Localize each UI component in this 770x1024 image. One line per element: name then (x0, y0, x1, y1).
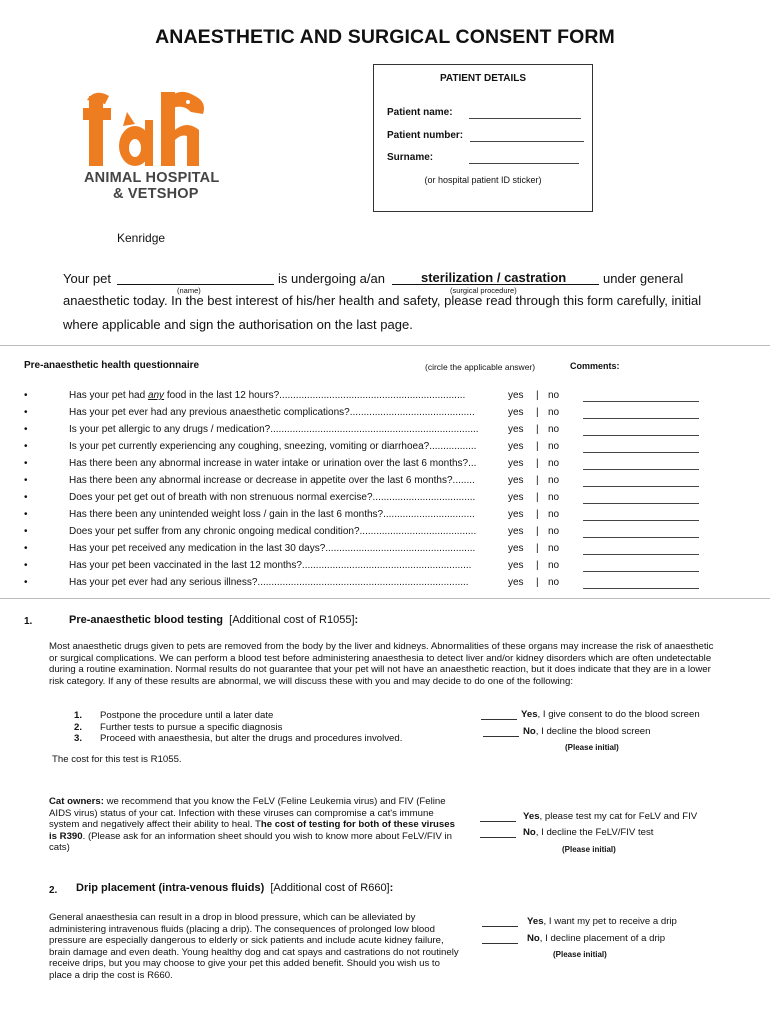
patient-number-field[interactable] (470, 141, 584, 142)
answer-separator: | (536, 441, 539, 452)
comment-field[interactable] (583, 435, 699, 436)
answer-no[interactable]: no (548, 560, 560, 571)
cat-owners-paragraph: Cat owners: we recommend that you know the FeLV (Feline Leukemia virus) and FIV (Feline AIDS virus) status of your cat. Infection with these viruses can compromise a cat's immune system and negatively affect their ability to heal. The cost of testing for both of these viruses is R390. (Please ask for an information sheet should you wish to know more about FeLV/FIV in cats) (49, 796, 455, 854)
answer-yes[interactable]: yes (508, 407, 524, 418)
question-row (0, 475, 770, 491)
answer-separator: | (536, 577, 539, 588)
question-row (0, 390, 770, 406)
intro-under-general: under general (603, 271, 684, 286)
answer-yes[interactable]: yes (508, 577, 524, 588)
bullet: • (24, 390, 28, 401)
answer-no[interactable]: no (548, 526, 560, 537)
patient-details-box (373, 64, 593, 212)
patient-number-label: Patient number: (387, 130, 464, 141)
answer-yes[interactable]: yes (508, 475, 524, 486)
list-item: 1. Postpone the procedure until a later date (74, 710, 274, 721)
question-row (0, 543, 770, 559)
patient-id-note: (or hospital patient ID sticker) (424, 175, 542, 185)
question-text: Has your pet had any food in the last 12 hours?................................................................... (69, 390, 466, 401)
drip-yes-initial[interactable] (482, 926, 518, 927)
bullet: • (24, 526, 28, 537)
answer-yes[interactable]: yes (508, 509, 524, 520)
blood-screen-yes-initial[interactable] (481, 719, 517, 720)
question-text: Is your pet currently experiencing any coughing, sneezing, vomiting or diarrhoea?................. (69, 441, 477, 452)
answer-yes[interactable]: yes (508, 560, 524, 571)
answer-yes[interactable]: yes (508, 526, 524, 537)
bullet: • (24, 509, 28, 520)
answer-no[interactable]: no (548, 407, 560, 418)
answer-separator: | (536, 407, 539, 418)
form-title: ANAESTHETIC AND SURGICAL CONSENT FORM (155, 26, 615, 48)
logo (83, 90, 233, 200)
drip-yes-option: Yes, I want my pet to receive a drip (527, 916, 677, 927)
comment-field[interactable] (583, 486, 699, 487)
answer-yes[interactable]: yes (508, 543, 524, 554)
list-item: 3. Proceed with anaesthesia, but alter the drugs and procedures involved. (74, 733, 403, 744)
question-row (0, 492, 770, 508)
answer-no[interactable]: no (548, 509, 560, 520)
comments-label: Comments: (570, 361, 620, 371)
section2-heading: Drip placement (intra-venous fluids) (76, 882, 265, 894)
bullet: • (24, 458, 28, 469)
question-row (0, 509, 770, 525)
drip-no-option: No, I decline placement of a drip (527, 933, 666, 944)
section1-number: 1. (24, 616, 33, 627)
answer-no[interactable]: no (548, 577, 560, 588)
blood-screen-yes-option: Yes, I give consent to do the blood screen (521, 709, 700, 720)
bullet: • (24, 577, 28, 588)
bullet: • (24, 407, 28, 418)
patient-name-field[interactable] (469, 118, 581, 119)
question-row (0, 560, 770, 576)
procedure-caption: (surgical procedure) (450, 286, 517, 295)
bullet: • (24, 475, 28, 486)
section1-cost-note: The cost for this test is R1055. (52, 754, 182, 765)
section1-heading-line (69, 614, 358, 626)
question-row (0, 441, 770, 457)
section2-cost: [Additional cost of R660] (270, 882, 390, 894)
comment-field[interactable] (583, 401, 699, 402)
answer-yes[interactable]: yes (508, 441, 524, 452)
surname-label: Surname: (387, 152, 434, 163)
question-text: Has there been any unintended weight loss / gain in the last 6 months?................................. (69, 509, 475, 520)
section1-cost: [Additional cost of R1055] (229, 614, 355, 626)
questionnaire-heading: Pre-anaesthetic health questionnaire (24, 360, 200, 371)
patient-name-label: Patient name: (387, 107, 453, 118)
question-text: Has your pet been vaccinated in the last 12 months?............................................................. (69, 560, 472, 571)
question-row (0, 424, 770, 440)
blood-screen-no-option: No, I decline the blood screen (523, 726, 651, 737)
comment-field[interactable] (583, 571, 699, 572)
felv-yes-option: Yes, please test my cat for FeLV and FIV (523, 811, 698, 822)
procedure-value: sterilization / castration (421, 270, 567, 285)
answer-separator: | (536, 492, 539, 503)
question-text: Is your pet allergic to any drugs / medication?........................................................................... (69, 424, 479, 435)
question-row (0, 577, 770, 593)
blood-screen-no-initial[interactable] (483, 736, 519, 737)
questionnaire-section (0, 345, 770, 599)
logo-text-line1: ANIMAL HOSPITAL (84, 170, 220, 186)
answer-yes[interactable]: yes (508, 390, 524, 401)
bullet: • (24, 492, 28, 503)
comment-field[interactable] (583, 503, 699, 504)
comment-field[interactable] (583, 520, 699, 521)
drip-initial-note: (Please initial) (553, 950, 607, 959)
answer-separator: | (536, 475, 539, 486)
bullet: • (24, 560, 28, 571)
answer-no[interactable]: no (548, 458, 560, 469)
intro-line2: anaesthetic today. In the best interest of his/her health and safety, please read through this form carefully, initial (63, 293, 702, 308)
answer-no[interactable]: no (548, 492, 560, 503)
section2-colon: : (389, 882, 394, 894)
answer-no[interactable]: no (548, 543, 560, 554)
answer-no[interactable]: no (548, 390, 560, 401)
felv-no-option: No, I decline the FeLV/FIV test (523, 827, 654, 838)
question-row (0, 526, 770, 542)
section2-number: 2. (49, 885, 58, 896)
patient-details-heading: PATIENT DETAILS (439, 73, 527, 84)
questionnaire-instruction: (circle the applicable answer) (425, 362, 536, 372)
bullet: • (24, 424, 28, 435)
answer-no[interactable]: no (548, 475, 560, 486)
question-row (0, 458, 770, 474)
section1-heading: Pre-anaesthetic blood testing (69, 614, 224, 626)
bullet: • (24, 441, 28, 452)
drip-no-initial[interactable] (482, 943, 518, 944)
question-text: Has your pet ever had any serious illness?............................................................................ (69, 577, 469, 588)
section1-colon: : (354, 614, 359, 626)
felv-initial-note: (Please initial) (562, 845, 616, 854)
intro-your-pet: Your pet (63, 271, 111, 286)
answer-separator: | (536, 560, 539, 571)
answer-yes[interactable]: yes (508, 424, 524, 435)
list-item: 2. Further tests to pursue a specific diagnosis (74, 721, 283, 733)
answer-separator: | (536, 543, 539, 554)
answer-yes[interactable]: yes (508, 458, 524, 469)
comment-field[interactable] (583, 418, 699, 419)
answer-separator: | (536, 509, 539, 520)
comment-field[interactable] (583, 469, 699, 470)
pet-name-field[interactable] (117, 284, 274, 285)
question-text: Has your pet received any medication in the last 30 days?...................................................... (69, 543, 476, 554)
answer-no[interactable]: no (548, 441, 560, 452)
question-text: Has there been any abnormal increase or decrease in appetite over the last 6 months?........ (69, 475, 475, 486)
blood-screen-initial-note: (Please initial) (565, 743, 619, 752)
question-text: Has your pet ever had any previous anaesthetic complications?............................................. (69, 407, 475, 418)
section2-paragraph: General anaesthesia can result in a drop in blood pressure, which can be alleviated by administering intravenous fluids (placing a drip). The consequences of prolonged low blood pressure are especially dangerous to elderly or sick patients and include acute kidney failure, brain damage and even death. Young healthy dog and cat spays and castrations do not routinely receive drips, but you may choose to give your pet this added benefit. Should you wish us to place a drip the cost is R660. (49, 912, 459, 981)
answer-yes[interactable]: yes (508, 492, 524, 503)
tah-logo-graphic (83, 90, 233, 170)
logo-text-line2: & VETSHOP (113, 186, 199, 202)
intro-line3: where applicable and sign the authorisation on the last page. (63, 317, 413, 332)
answer-no[interactable]: no (548, 424, 560, 435)
answer-separator: | (536, 526, 539, 537)
name-caption: (name) (177, 286, 201, 295)
surname-field[interactable] (469, 163, 579, 164)
section1-paragraph: Most anaesthetic drugs given to pets are removed from the body by the liver and kidneys. Abnormalities of these organs may increase the risk of anaesthetic or surgical complications. We can perform a blood test before administering anaesthesia to detect liver and/or kidney disorders which are often undetectable during a routine examination. Normal results do not guarantee that your pet will not have an anaesthetic reaction, but it does indicate that they are in a lower risk category. If any of these results are abnormal, we will discuss these with you and may decide to do one of the following: (49, 641, 714, 687)
section2-heading-line (76, 882, 393, 894)
comment-field[interactable] (583, 588, 699, 589)
felv-no-initial[interactable] (480, 837, 516, 838)
question-text: Has there been any abnormal increase in water intake or urination over the last 6 months?... (69, 458, 477, 469)
answer-separator: | (536, 390, 539, 401)
intro-undergoing: is undergoing a/an (278, 271, 385, 286)
question-text: Does your pet get out of breath with non strenuous normal exercise?..................................... (69, 492, 476, 503)
comment-field[interactable] (583, 554, 699, 555)
felv-yes-initial[interactable] (480, 821, 516, 822)
answer-separator: | (536, 424, 539, 435)
section1-list (74, 710, 402, 745)
comment-field[interactable] (583, 452, 699, 453)
answer-separator: | (536, 458, 539, 469)
question-text: Does your pet suffer from any chronic ongoing medical condition?.......................................... (69, 526, 477, 537)
comment-field[interactable] (583, 537, 699, 538)
bullet: • (24, 543, 28, 554)
question-row (0, 407, 770, 423)
branch-name: Kenridge (117, 231, 166, 245)
